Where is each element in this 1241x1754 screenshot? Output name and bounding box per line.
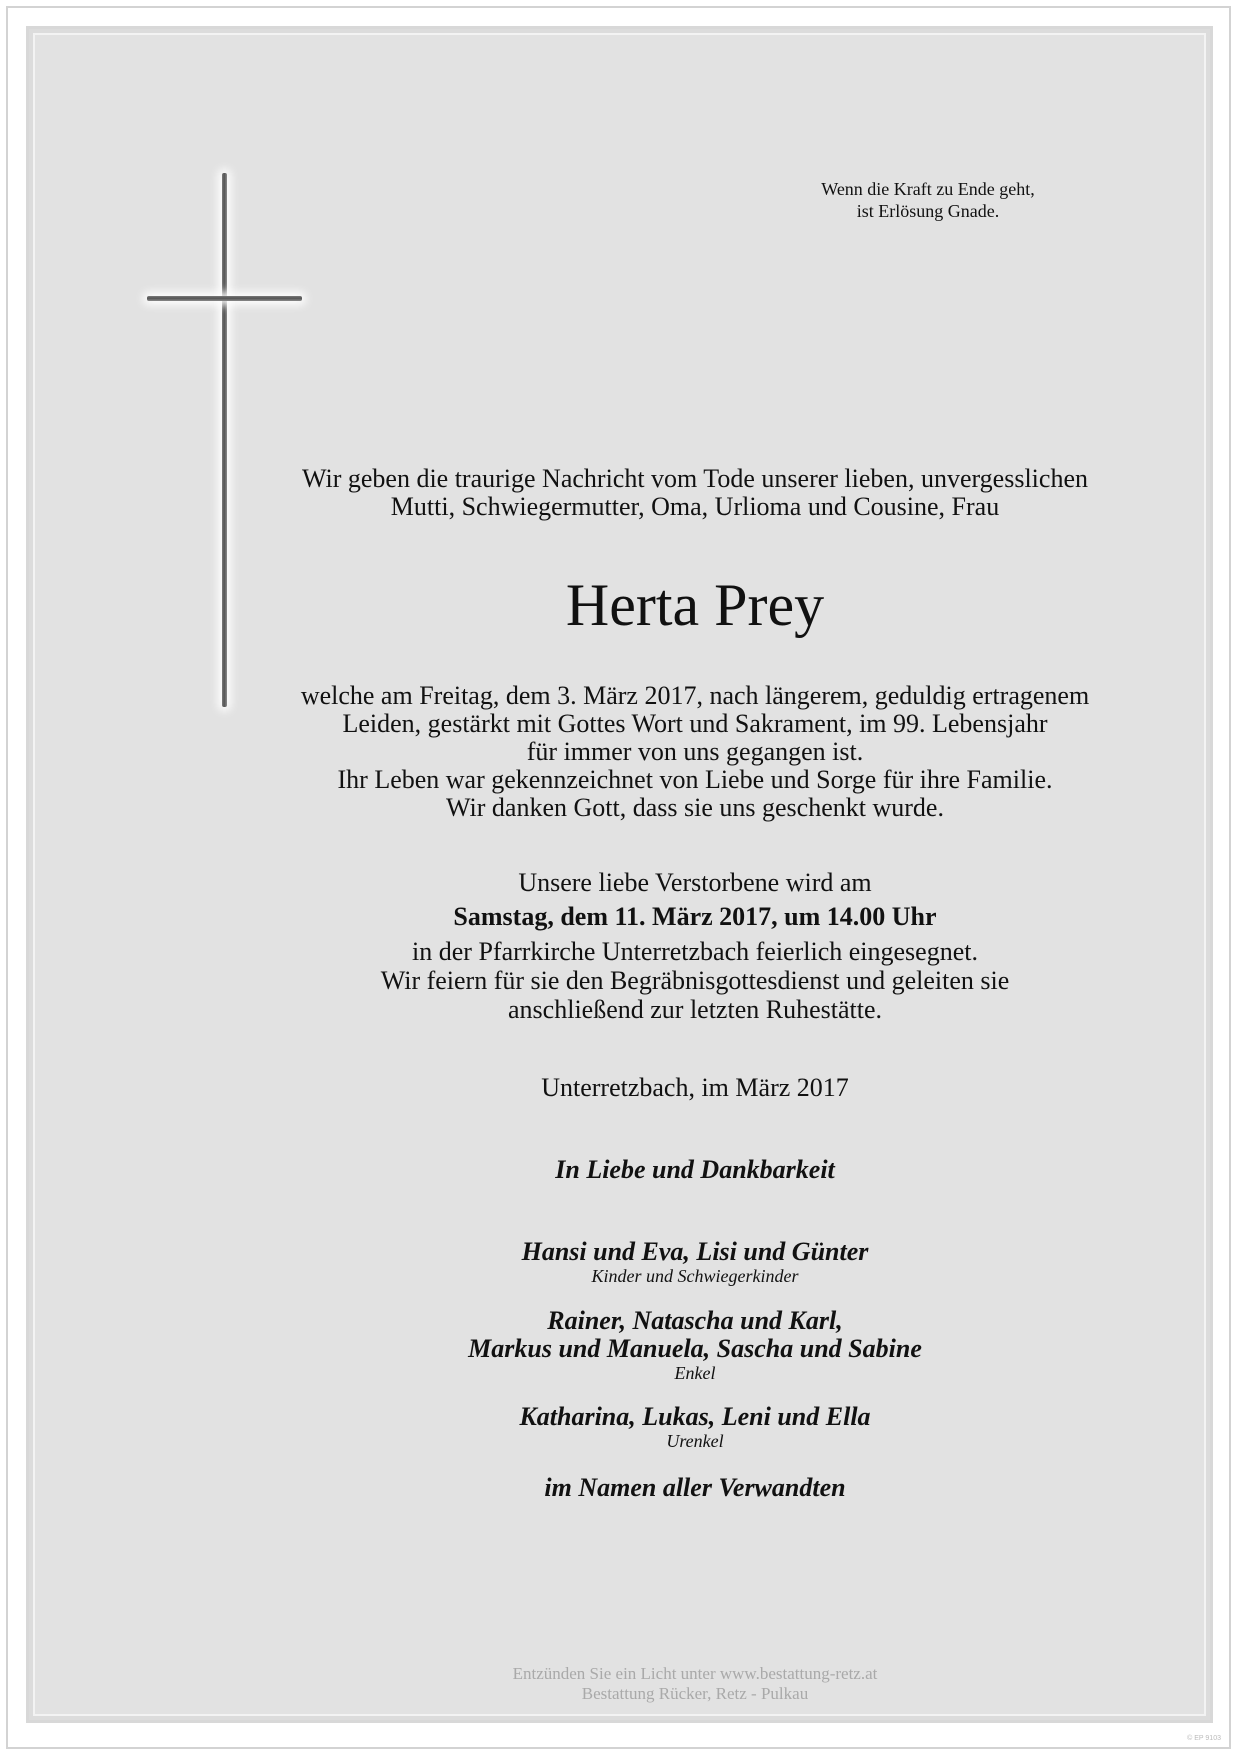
mourner-names: Rainer, Natascha und Karl, — [547, 1306, 843, 1335]
cross-icon-vertical-beam — [222, 173, 227, 707]
ceremony-line-2: Wir feiern für sie den Begräbnisgottesdienst und geleiten sie — [380, 966, 1010, 995]
announcement-line-1: Wir geben die traurige Nachricht vom Tode unserer lieben, unvergesslichen — [301, 464, 1088, 493]
motto-line-1: Wenn die Kraft zu Ende geht, — [821, 179, 1035, 199]
relatives-line: im Namen aller Verwandten — [544, 1473, 846, 1502]
mourner-relation: Urenkel — [666, 1431, 724, 1451]
mourner-names: Hansi und Eva, Lisi und Günter — [521, 1237, 869, 1266]
details-line-4: Ihr Leben war gekennzeichnet von Liebe und Sorge für ihre Familie. — [337, 765, 1053, 794]
mourner-names: Katharina, Lukas, Leni und Ella — [519, 1402, 871, 1431]
ceremony-date: Samstag, dem 11. März 2017, um 14.00 Uhr — [453, 902, 937, 931]
footer-line-1: Entzünden Sie ein Licht unter www.bestattung-retz.at — [512, 1664, 878, 1683]
cross-icon-horizontal-beam — [147, 296, 302, 301]
obituary-details — [280, 682, 1110, 822]
mourner-names: Markus und Manuela, Sascha und Sabine — [468, 1334, 922, 1363]
footer-line-2: Bestattung Rücker, Retz - Pulkau — [581, 1684, 809, 1703]
mourner-group-grandchildren — [280, 1307, 1110, 1383]
mourner-relation: Kinder und Schwiegerkinder — [591, 1266, 799, 1286]
ceremony-details — [280, 937, 1110, 1024]
ceremony-line-3: anschließend zur letzten Ruhestätte. — [508, 995, 882, 1024]
mourner-group-children — [280, 1238, 1110, 1286]
deceased-name: Herta Prey — [565, 572, 825, 638]
motto-quote — [778, 178, 1078, 222]
details-line-1: welche am Freitag, dem 3. März 2017, nach längerem, geduldig ertragenem — [300, 681, 1090, 710]
ceremony-line-1: in der Pfarrkirche Unterretzbach feierlich eingesegnet. — [412, 937, 978, 966]
details-line-5: Wir danken Gott, dass sie uns geschenkt wurde. — [446, 793, 944, 822]
motto-line-2: ist Erlösung Gnade. — [856, 201, 1000, 221]
announcement-line-2: Mutti, Schwiegermutter, Oma, Urlioma und Cousine, Frau — [390, 492, 1000, 521]
details-line-3: für immer von uns gegangen ist. — [526, 737, 864, 766]
corner-mark: © EP 9103 — [1187, 1735, 1221, 1742]
mourner-relation: Enkel — [674, 1363, 716, 1383]
mourner-group-great-grandchildren — [280, 1403, 1110, 1451]
place-and-date: Unterretzbach, im März 2017 — [541, 1073, 849, 1102]
footer — [280, 1664, 1110, 1704]
closing-phrase: In Liebe und Dankbarkeit — [555, 1155, 835, 1184]
ceremony-intro: Unsere liebe Verstorbene wird am — [518, 868, 872, 897]
details-line-2: Leiden, gestärkt mit Gottes Wort und Sakrament, im 99. Lebensjahr — [342, 709, 1048, 738]
announcement — [280, 465, 1110, 521]
